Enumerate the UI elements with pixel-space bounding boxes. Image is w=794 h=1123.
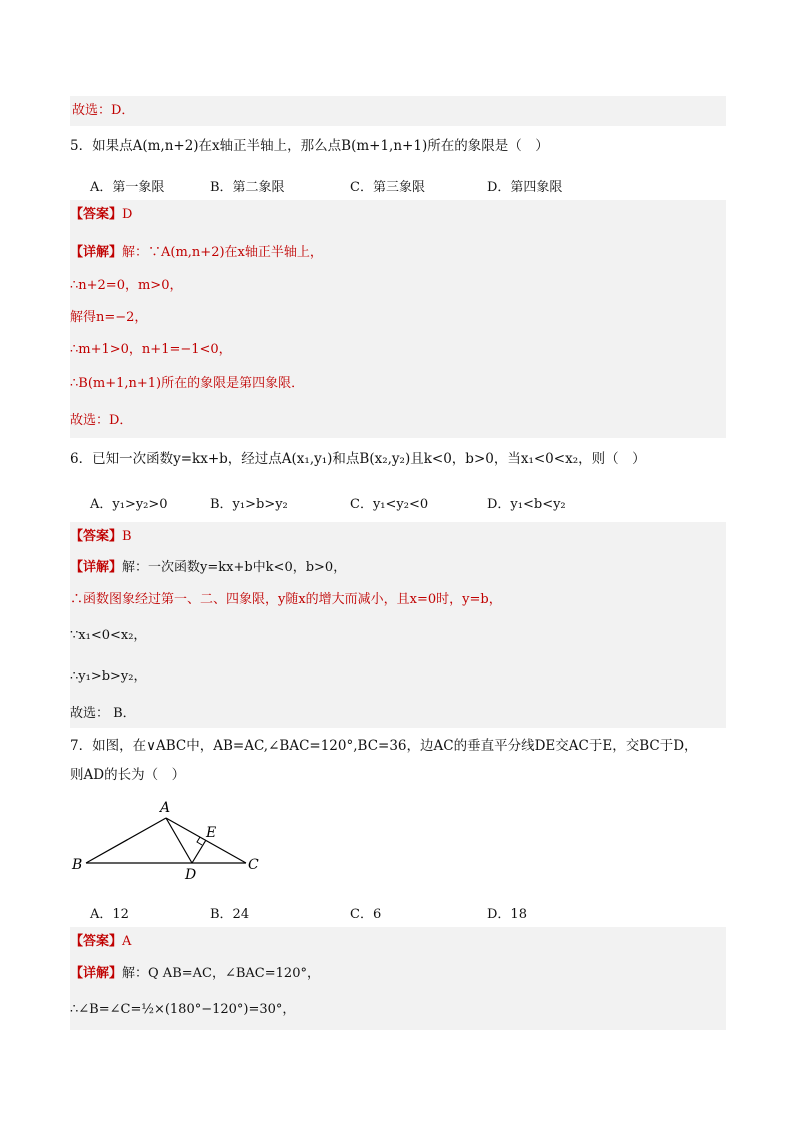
q5-answer-tag: 【答案】	[70, 207, 123, 222]
prev-choose-line	[70, 96, 726, 126]
q5-detail-line-4: ∴m+1>0，n+1=−1<0，	[70, 342, 232, 357]
q5-detail-line-3: 解得n=−2，	[70, 310, 148, 325]
q7-answer-tag: 【答案】	[70, 934, 123, 949]
q7-option-c: C．6	[350, 907, 382, 922]
q5-option-c: C．第三象限	[350, 180, 425, 195]
label-d: D	[185, 867, 197, 883]
q6-answer-value: B	[122, 529, 132, 544]
q5-option-b: B．第二象限	[210, 180, 285, 195]
label-b: B	[72, 857, 83, 873]
q6-option-a: A．y₁>y₂>0	[90, 497, 168, 512]
q6-detail-text-1: 解：一次函数y=kx+b中k<0，b>0，	[122, 560, 347, 575]
q5-detail-line-6: 故选：D．	[70, 413, 133, 428]
q5-detail-line-2: ∴n+2=0，m>0，	[70, 278, 183, 293]
q7-stem-line-1: 7．如图，在∨ABC中，AB=AC,∠BAC=120°,BC=36，边AC的垂直平分线DE交AC于E，交BC于D，	[70, 738, 698, 754]
q6-option-b: B．y₁>b>y₂	[210, 497, 288, 512]
q7-detail-tag: 【详解】	[70, 966, 123, 981]
q6-answer-tag: 【答案】	[70, 529, 123, 544]
q7-option-d: D．18	[487, 907, 527, 922]
q6-detail-tag: 【详解】	[70, 560, 123, 575]
q5-option-d: D．第四象限	[487, 180, 563, 195]
q7-answer-line	[70, 927, 724, 957]
q7-detail-text-1: 解：Q AB=AC，∠BAC=120°，	[122, 966, 320, 981]
q5-detail-line-1	[70, 238, 724, 268]
q7-detail-line-2: ∴∠B=∠C=½×(180°−120°)=30°，	[70, 1002, 296, 1017]
q6-option-d: D．y₁<b<y₂	[487, 497, 566, 512]
q5-option-a: A．第一象限	[90, 180, 165, 195]
q6-answer-line	[70, 522, 724, 552]
q5-detail-line-5: ∴B(m+1,n+1)所在的象限是第四象限．	[70, 376, 305, 391]
q5-stem: 5．如果点A(m,n+2)在x轴正半轴上，那么点B(m+1,n+1)所在的象限是（ ）	[70, 138, 549, 154]
q5-answer-line	[70, 200, 724, 230]
q7-option-a: A．12	[90, 907, 129, 922]
q6-detail-line-3: ∵x₁<0<x₂，	[70, 628, 147, 643]
segment-ab	[86, 818, 166, 863]
q7-triangle-figure	[66, 796, 266, 886]
q5-detail-text-1: 解：∵A(m,n+2)在x轴正半轴上，	[122, 245, 323, 260]
label-a: A	[160, 800, 171, 816]
q6-stem: 6．已知一次函数y=kx+b，经过点A(x₁,y₁)和点B(x₂,y₂)且k<0，b>0，当x₁<0<x₂，则（ ）	[70, 451, 646, 467]
q6-option-c: C．y₁<y₂<0	[350, 497, 429, 512]
q6-detail-line-1	[70, 553, 724, 583]
q7-stem-line-2: 则AD的长为（ ）	[70, 767, 186, 783]
q7-answer-value: A	[122, 934, 132, 949]
label-e: E	[206, 825, 217, 841]
q6-detail-line-5: 故选： B．	[70, 706, 136, 721]
q7-detail-line-1	[70, 959, 724, 989]
q6-detail-line-2: ∴函数图象经过第一、二、四象限，y随x的增大而减小，且x=0时，y=b，	[70, 592, 502, 607]
label-c: C	[248, 857, 259, 873]
q5-answer-value: D	[122, 207, 133, 222]
q6-detail-line-4: ∴y₁>b>y₂，	[70, 669, 147, 684]
prev-choose-text: 故选：D．	[72, 103, 135, 118]
q5-detail-tag: 【详解】	[70, 245, 123, 260]
q7-option-b: B．24	[210, 907, 250, 922]
